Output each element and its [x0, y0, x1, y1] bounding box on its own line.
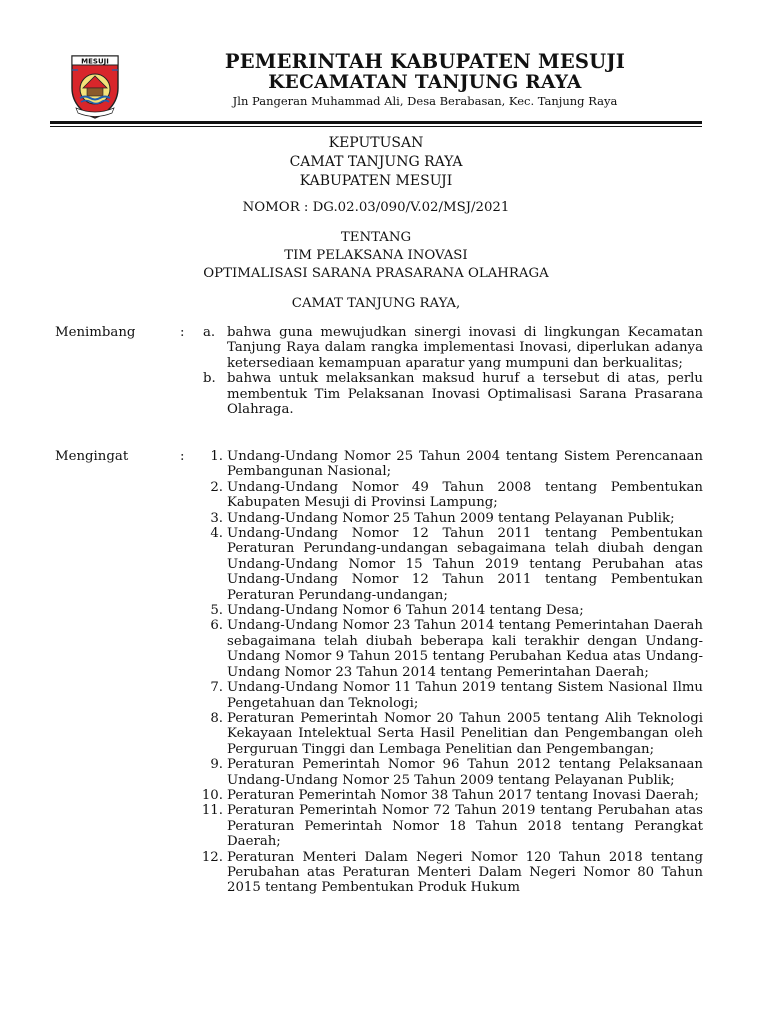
list-item-text: Undang-Undang Nomor 25 Tahun 2004 tentang Sistem Perencanaan Pembangunan Nasional; — [227, 449, 703, 480]
list-item-text: bahwa untuk melaksankan maksud huruf a tersebut di atas, perlu membentuk Tim Pelaksanan Inovasi Optimalisasi Sarana Prasarana Olahraga. — [227, 371, 703, 418]
decree-type: KEPUTUSAN — [328, 135, 424, 151]
letterhead — [0, 0, 768, 130]
list-item — [195, 803, 703, 849]
mengingat-colon: : — [180, 449, 185, 464]
subject-line-1: TIM PELAKSANA INOVASI — [284, 248, 468, 263]
list-item — [195, 788, 703, 803]
list-item-number: b. — [203, 371, 216, 387]
letterhead-title-district: KECAMATAN TANJUNG RAYA — [268, 72, 582, 93]
menimbang-colon: : — [180, 325, 185, 340]
mesuji-emblem-icon — [68, 50, 122, 120]
list-item-text: Undang-Undang Nomor 12 Tahun 2011 tentang Pembentukan Peraturan Perundang-undangan sebagaimana telah diubah dengan Undang-Undang Nomor 15 Tahun 2019 tentang Perubahan atas Undang-Undang Nomor 12 Tahun 2011 tentang Pembentukan Peraturan Perundang-undangan; — [227, 526, 703, 603]
decree-heading — [50, 134, 702, 191]
list-item — [195, 850, 703, 896]
decree-region: KABUPATEN MESUJI — [299, 173, 453, 189]
list-item-number: 12. — [201, 849, 223, 865]
list-item — [195, 603, 703, 618]
letterhead-rule-thin — [50, 126, 702, 127]
list-item-text: Undang-Undang Nomor 49 Tahun 2008 tentang Pembentukan Kabupaten Mesuji di Provinsi Lampung; — [227, 479, 703, 511]
list-item-text: Peraturan Menteri Dalam Negeri Nomor 120 Tahun 2018 tentang Perubahan atas Peraturan Menteri Dalam Negeri Nomor 80 Tahun 2015 tentang Pembentukan Produk Hukum — [227, 849, 703, 896]
list-item — [195, 325, 703, 371]
decree-number: NOMOR : DG.02.03/090/V.02/MSJ/2021 — [242, 200, 510, 215]
menimbang-label: Menimbang — [55, 325, 136, 340]
subject-about: TENTANG — [340, 230, 412, 245]
list-item-text: Peraturan Pemerintah Nomor 38 Tahun 2017 tentang Inovasi Daerah; — [227, 787, 699, 803]
list-item-number: 7. — [210, 680, 223, 696]
list-item-text: Peraturan Pemerintah Nomor 72 Tahun 2019 tentang Perubahan atas Peraturan Pemerintah Nomor 18 Tahun 2018 tentang Perangkat Daerah; — [227, 803, 703, 850]
list-item — [195, 480, 703, 511]
list-item-number: 11. — [201, 803, 223, 819]
letterhead-title-government: PEMERINTAH KABUPATEN MESUJI — [224, 50, 626, 73]
list-item-number: 1. — [210, 449, 223, 464]
list-item — [195, 680, 703, 711]
list-item-number: a. — [203, 325, 216, 340]
letterhead-rule-thick — [50, 121, 702, 124]
list-item — [195, 449, 703, 480]
list-item-number: 10. — [201, 787, 223, 803]
list-item-text: Peraturan Pemerintah Nomor 20 Tahun 2005 tentang Alih Teknologi Kekayaan Intelektual Serta Hasil Penelitian dan Pengembangan oleh Perguruan Tinggi dan Lembaga Penelitian dan Pengembangan; — [227, 710, 703, 757]
emblem-label: MESUJI — [81, 57, 109, 66]
list-item-text: Undang-Undang Nomor 25 Tahun 2009 tentang Pelayanan Publik; — [227, 510, 675, 526]
issuer-salutation: CAMAT TANJUNG RAYA, — [291, 296, 461, 311]
mengingat-label: Mengingat — [55, 449, 129, 464]
list-item-text: Peraturan Pemerintah Nomor 96 Tahun 2012 tentang Pelaksanaan Undang-Undang Nomor 25 Tahun 2009 tentang Pelayanan Publik; — [227, 757, 703, 788]
list-item — [195, 757, 703, 788]
list-item-text: Undang-Undang Nomor 6 Tahun 2014 tentang Desa; — [227, 603, 584, 619]
list-item — [195, 526, 703, 603]
list-item-text: bahwa guna mewujudkan sinergi inovasi di lingkungan Kecamatan Tanjung Raya dalam rangka implementasi Inovasi, diperlukan adanya ketersediaan kemampuan aparatur yang mumpuni dan berkualitas; — [227, 325, 703, 371]
list-item-number: 9. — [210, 757, 223, 773]
list-item-number: 3. — [210, 510, 223, 526]
subject-line-2: OPTIMALISASI SARANA PRASARANA OLAHRAGA — [203, 266, 549, 281]
list-item — [195, 711, 703, 757]
letterhead-address: Jln Pangeran Muhammad Ali, Desa Berabasan, Kec. Tanjung Raya — [232, 94, 618, 108]
list-item-number: 6. — [210, 618, 223, 634]
list-item-number: 2. — [210, 479, 223, 495]
list-item-text: Undang-Undang Nomor 23 Tahun 2014 tentang Pemerintahan Daerah sebagaimana telah diubah beberapa kali terakhir dengan Undang-Undang Nomor 9 Tahun 2015 tentang Perubahan Kedua atas Undang-Undang Nomor 23 Tahun 2014 tentang Pemerintahan Daerah; — [227, 618, 703, 680]
menimbang-list — [195, 325, 703, 417]
decree-issuer: CAMAT TANJUNG RAYA — [289, 154, 463, 170]
list-item-number: 8. — [210, 710, 223, 726]
list-item-number: 4. — [210, 526, 223, 542]
list-item — [195, 618, 703, 680]
list-item — [195, 511, 703, 526]
list-item-number: 5. — [210, 603, 223, 619]
decree-subject — [50, 229, 702, 283]
mengingat-list — [195, 449, 703, 896]
list-item-text: Undang-Undang Nomor 11 Tahun 2019 tentang Sistem Nasional Ilmu Pengetahuan dan Teknologi; — [227, 680, 703, 711]
list-item — [195, 371, 703, 417]
